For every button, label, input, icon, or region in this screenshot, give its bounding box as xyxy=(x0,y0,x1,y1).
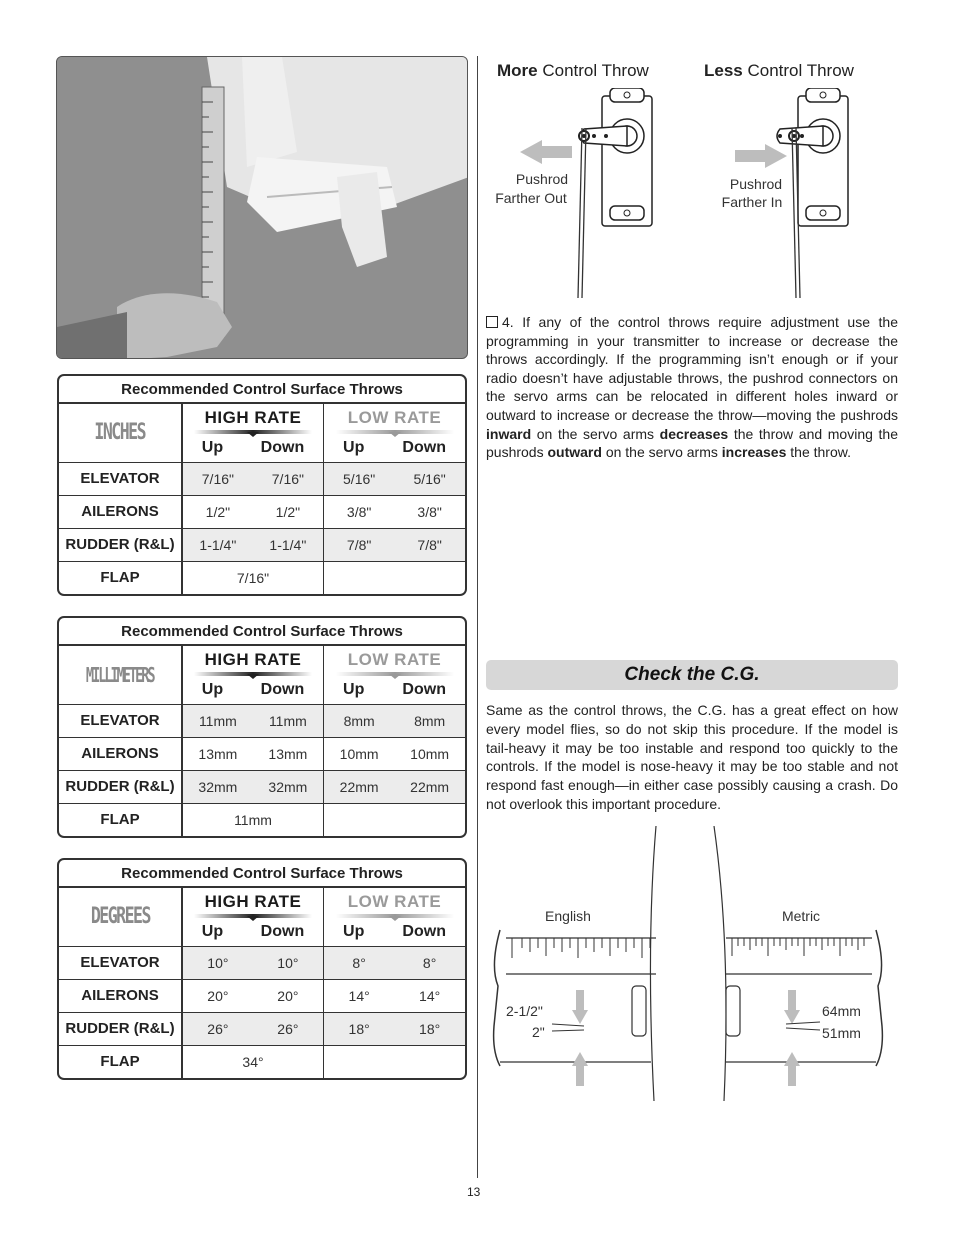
table-row xyxy=(59,770,465,803)
cell: 20° xyxy=(182,979,253,1012)
up-label: Up xyxy=(201,439,224,456)
cell: 1-1/4" xyxy=(253,528,324,561)
cell: 34° xyxy=(182,1045,324,1078)
metric-value-a: 64mm xyxy=(822,1003,861,1019)
cell: 10mm xyxy=(394,737,465,770)
low-rate-label: LOW RATE xyxy=(347,650,442,669)
row-label: AILERONS xyxy=(59,737,182,770)
cell: 10° xyxy=(253,946,324,979)
table-row xyxy=(59,737,465,770)
cell: 5/16" xyxy=(394,462,465,495)
up-label: Up xyxy=(343,923,365,940)
table-row xyxy=(59,1045,465,1078)
table-caption: Recommended Control Surface Throws xyxy=(59,860,465,888)
high-rate-label: HIGH RATE xyxy=(204,892,302,911)
english-value-a: 2-1/2" xyxy=(506,1003,543,1019)
down-label: Down xyxy=(402,923,446,940)
table-row xyxy=(59,462,465,495)
cell: 7/8" xyxy=(394,528,465,561)
table-row xyxy=(59,704,465,737)
row-label: RUDDER (R&L) xyxy=(59,528,182,561)
row-label: ELEVATOR xyxy=(59,462,182,495)
low-rate-bar xyxy=(336,672,454,676)
cell: 18° xyxy=(394,1012,465,1045)
cell: 18° xyxy=(324,1012,395,1045)
photo-illustration xyxy=(57,57,468,359)
cell: 20° xyxy=(253,979,324,1012)
cell: 26° xyxy=(182,1012,253,1045)
table-row xyxy=(59,803,465,836)
servo-left-icon xyxy=(579,88,652,226)
column-divider xyxy=(477,56,478,1178)
cell: 8mm xyxy=(394,704,465,737)
throws-table-millimeters xyxy=(57,616,467,838)
table-row xyxy=(59,561,465,594)
high-rate-bar xyxy=(194,430,312,434)
up-label: Up xyxy=(201,681,224,698)
cell: 7/16" xyxy=(182,561,324,594)
table-row xyxy=(59,495,465,528)
arrow-right-icon xyxy=(735,144,787,168)
cell-empty xyxy=(324,561,466,594)
right-caption-line1: Pushrod xyxy=(729,176,783,192)
high-rate-label: HIGH RATE xyxy=(204,650,302,669)
down-label: Down xyxy=(402,681,446,698)
servo-diagram xyxy=(486,88,898,300)
unit-label: INCHES xyxy=(94,420,146,446)
table-row xyxy=(59,979,465,1012)
down-label: Down xyxy=(260,439,305,456)
cg-diagram xyxy=(486,826,898,1106)
row-label: FLAP xyxy=(59,803,182,836)
cell: 22mm xyxy=(394,770,465,803)
high-rate-label: HIGH RATE xyxy=(204,408,302,427)
section-heading-cg: Check the C.G. xyxy=(486,660,898,690)
left-caption-line2: Farther Out xyxy=(495,190,567,206)
cell: 13mm xyxy=(253,737,324,770)
metric-label: Metric xyxy=(781,908,821,924)
cell: 1-1/4" xyxy=(182,528,253,561)
row-label: AILERONS xyxy=(59,979,182,1012)
cell: 10° xyxy=(182,946,253,979)
down-label: Down xyxy=(260,923,305,940)
cell-empty xyxy=(324,1045,466,1078)
high-rate-bar xyxy=(194,914,312,918)
cell: 7/16" xyxy=(253,462,324,495)
row-label: RUDDER (R&L) xyxy=(59,770,182,803)
step-checkbox[interactable] xyxy=(486,316,498,328)
low-rate-bar xyxy=(336,914,454,918)
table-row xyxy=(59,1012,465,1045)
cell: 1/2" xyxy=(182,495,253,528)
cell: 32mm xyxy=(253,770,324,803)
cell: 5/16" xyxy=(324,462,395,495)
down-label: Down xyxy=(402,439,446,456)
arrow-left-icon xyxy=(520,140,572,164)
cell: 8mm xyxy=(324,704,395,737)
cell: 7/8" xyxy=(324,528,395,561)
tail-measurement-photo xyxy=(56,56,468,359)
up-label: Up xyxy=(343,439,365,456)
row-label: ELEVATOR xyxy=(59,946,182,979)
cell: 26° xyxy=(253,1012,324,1045)
row-label: FLAP xyxy=(59,1045,182,1078)
cell: 32mm xyxy=(182,770,253,803)
cell: 10mm xyxy=(324,737,395,770)
left-caption-line1: Pushrod xyxy=(515,171,569,187)
cell: 7/16" xyxy=(182,462,253,495)
page-number: 13 xyxy=(467,1185,481,1199)
low-rate-label: LOW RATE xyxy=(347,892,442,911)
cell: 8° xyxy=(324,946,395,979)
step-4-paragraph: 4. If any of the control throws require adjustment use the programming in your transmitter to increase or decrease the throws accordingly. If the programming isn’t enough or if your radio doesn’t have adjustable throws, the pushrod connectors on the servo arms can be relocated in different holes inward or outward to increase or decrease the throw—moving the pushrods inward on the servo arms decreases the throw and moving the pushrods outward on the servo arms increases the throw. xyxy=(486,314,898,461)
row-label: AILERONS xyxy=(59,495,182,528)
cell: 13mm xyxy=(182,737,253,770)
metric-value-b: 51mm xyxy=(822,1025,861,1041)
down-label: Down xyxy=(260,681,305,698)
cell: 22mm xyxy=(324,770,395,803)
cell-empty xyxy=(324,803,466,836)
cell: 14° xyxy=(324,979,395,1012)
table-caption: Recommended Control Surface Throws xyxy=(59,376,465,404)
cell: 8° xyxy=(394,946,465,979)
row-label: ELEVATOR xyxy=(59,704,182,737)
low-rate-label: LOW RATE xyxy=(347,408,442,427)
unit-label: MILLIMETERS xyxy=(86,662,154,687)
unit-label: DEGREES xyxy=(90,904,150,930)
up-label: Up xyxy=(343,681,365,698)
cell: 3/8" xyxy=(324,495,395,528)
right-caption-line2: Farther In xyxy=(721,194,783,210)
row-label: RUDDER (R&L) xyxy=(59,1012,182,1045)
low-rate-bar xyxy=(336,430,454,434)
table-caption: Recommended Control Surface Throws xyxy=(59,618,465,646)
cell: 11mm xyxy=(182,704,253,737)
cell: 1/2" xyxy=(253,495,324,528)
table-row xyxy=(59,946,465,979)
cell: 14° xyxy=(394,979,465,1012)
high-rate-bar xyxy=(194,672,312,676)
more-throw-label: More Control Throw xyxy=(497,61,649,80)
throws-table-inches xyxy=(57,374,467,596)
english-label: English xyxy=(545,908,591,924)
less-throw-label: Less Control Throw xyxy=(704,61,854,80)
cell: 3/8" xyxy=(394,495,465,528)
table-row xyxy=(59,528,465,561)
english-value-b: 2" xyxy=(532,1024,545,1040)
cell: 11mm xyxy=(253,704,324,737)
throws-table-degrees xyxy=(57,858,467,1080)
servo-right-icon xyxy=(777,88,848,226)
up-label: Up xyxy=(201,923,224,940)
cg-paragraph: Same as the control throws, the C.G. has a great effect on how every model flies, so do not skip this procedure. If the model is tail-heavy it may be too instable and respond too quickly to the controls. If the model is nose-heavy it may be too stable and not respond fast enough—in either case possibly causing a crash. Do not overlook this important procedure. xyxy=(486,702,898,812)
row-label: FLAP xyxy=(59,561,182,594)
cell: 11mm xyxy=(182,803,324,836)
